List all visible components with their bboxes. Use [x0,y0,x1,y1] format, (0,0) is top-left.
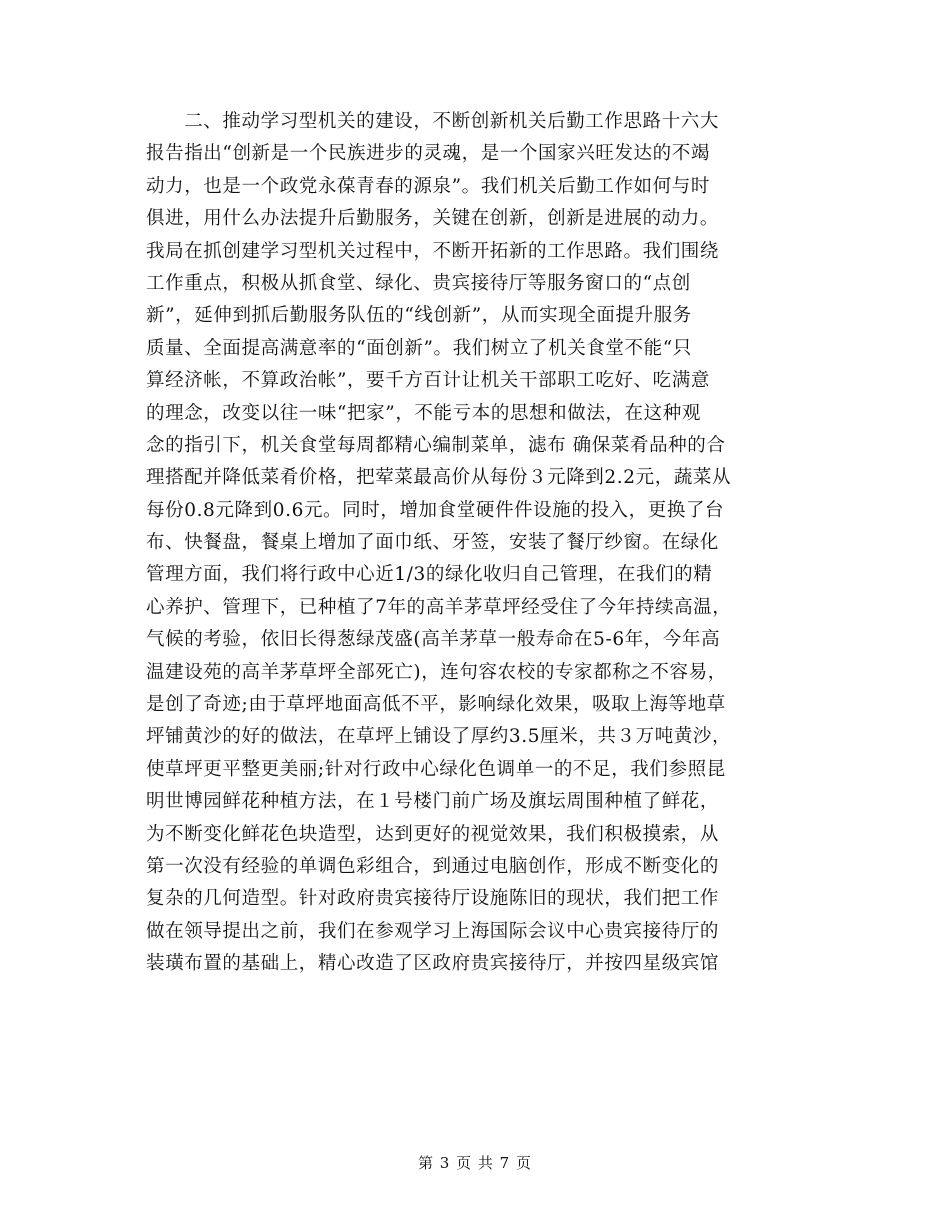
text-line: 是创了奇迹;由于草坪地面高低不平，影响绿化效果，吸取上海等地草 [146,694,726,716]
text-line: 理搭配并降低菜肴价格，把荤菜最高价从每份３元降到2.2元，蔬菜从 [146,467,732,489]
text-line: 使草坪更平整更美丽;针对行政中心绿化色调单一的不足，我们参照昆 [146,758,726,780]
body-text [146,106,806,981]
text-line: 管理方面，我们将行政中心近1/3的绿化收归自己管理，在我们的精 [146,564,713,586]
text-line: 俱进，用什么办法提升后勤服务，关键在创新，创新是进展的动力。 [146,208,720,230]
text-line: 复杂的几何造型。针对政府贵宾接待厅设施陈旧的现状，我们把工作 [146,888,720,910]
text-line: 装璜布置的基础上，精心改造了区政府贵宾接待厅，并按四星级宾馆 [146,953,720,975]
text-line: 明世博园鲜花种植方法，在１号楼门前广场及旗坛周围种植了鲜花， [146,791,720,813]
page-footer: 第 3 页 共 7 页 [418,1154,532,1172]
text-line: 坪铺黄沙的好的做法，在草坪上铺设了厚约3.5厘米，共３万吨黄沙， [146,726,732,748]
text-line: 二、推动学习型机关的建设，不断创新机关后勤工作思路十六大 [146,111,720,132]
text-line: 做在领导提出之前，我们在参观学习上海国际会议中心贵宾接待厅的 [146,920,720,942]
text-line: 的理念，改变以往一味“把家”，不能亏本的思想和做法，在这种观 [146,402,701,424]
text-line: 为不断变化鲜花色块造型，达到更好的视觉效果，我们积极摸索，从 [146,823,720,845]
text-line: 质量、全面提高满意率的“面创新”。我们树立了机关食堂不能“只 [146,337,692,359]
text-line: 动力，也是一个政党永葆青春的源泉”。我们机关后勤工作如何与时 [146,175,710,197]
text-line: 气候的考验，依旧长得葱绿茂盛(高羊茅草一般寿命在5-6年，今年高 [146,629,721,651]
text-line: 念的指引下，机关食堂每周都精心编制菜单，滤布 确保菜肴品种的合 [146,434,726,456]
text-line: 报告指出“创新是一个民族进步的灵魂，是一个国家兴旺发达的不竭 [146,143,710,165]
text-line: 布、快餐盘，餐桌上增加了面巾纸、牙签，安装了餐厅纱窗。在绿化 [146,532,720,554]
text-line: 新”，延伸到抓后勤服务队伍的“线创新”，从而实现全面提升服务 [146,305,692,327]
text-line: 我局在抓创建学习型机关过程中，不断开拓新的工作思路。我们围绕 [146,240,720,262]
text-line: 工作重点，积极从抓食堂、绿化、贵宾接待厅等服务窗口的“点创 [146,272,691,294]
text-line: 温建设苑的高羊茅草坪全部死亡)，连句容农校的专家都称之不容易， [146,661,727,683]
text-line: 心养护、管理下，已种植了7年的高羊茅草坪经受住了今年持续高温， [146,596,732,618]
text-line: 每份0.8元降到0.6元。同时，增加食堂硬件件设施的投入，更换了台 [146,499,725,521]
text-line: 第一次没有经验的单调色彩组合，到通过电脑创作，形成不断变化的 [146,855,720,877]
text-line: 算经济帐，不算政治帐”，要千方百计让机关干部职工吃好、吃满意 [146,370,710,392]
